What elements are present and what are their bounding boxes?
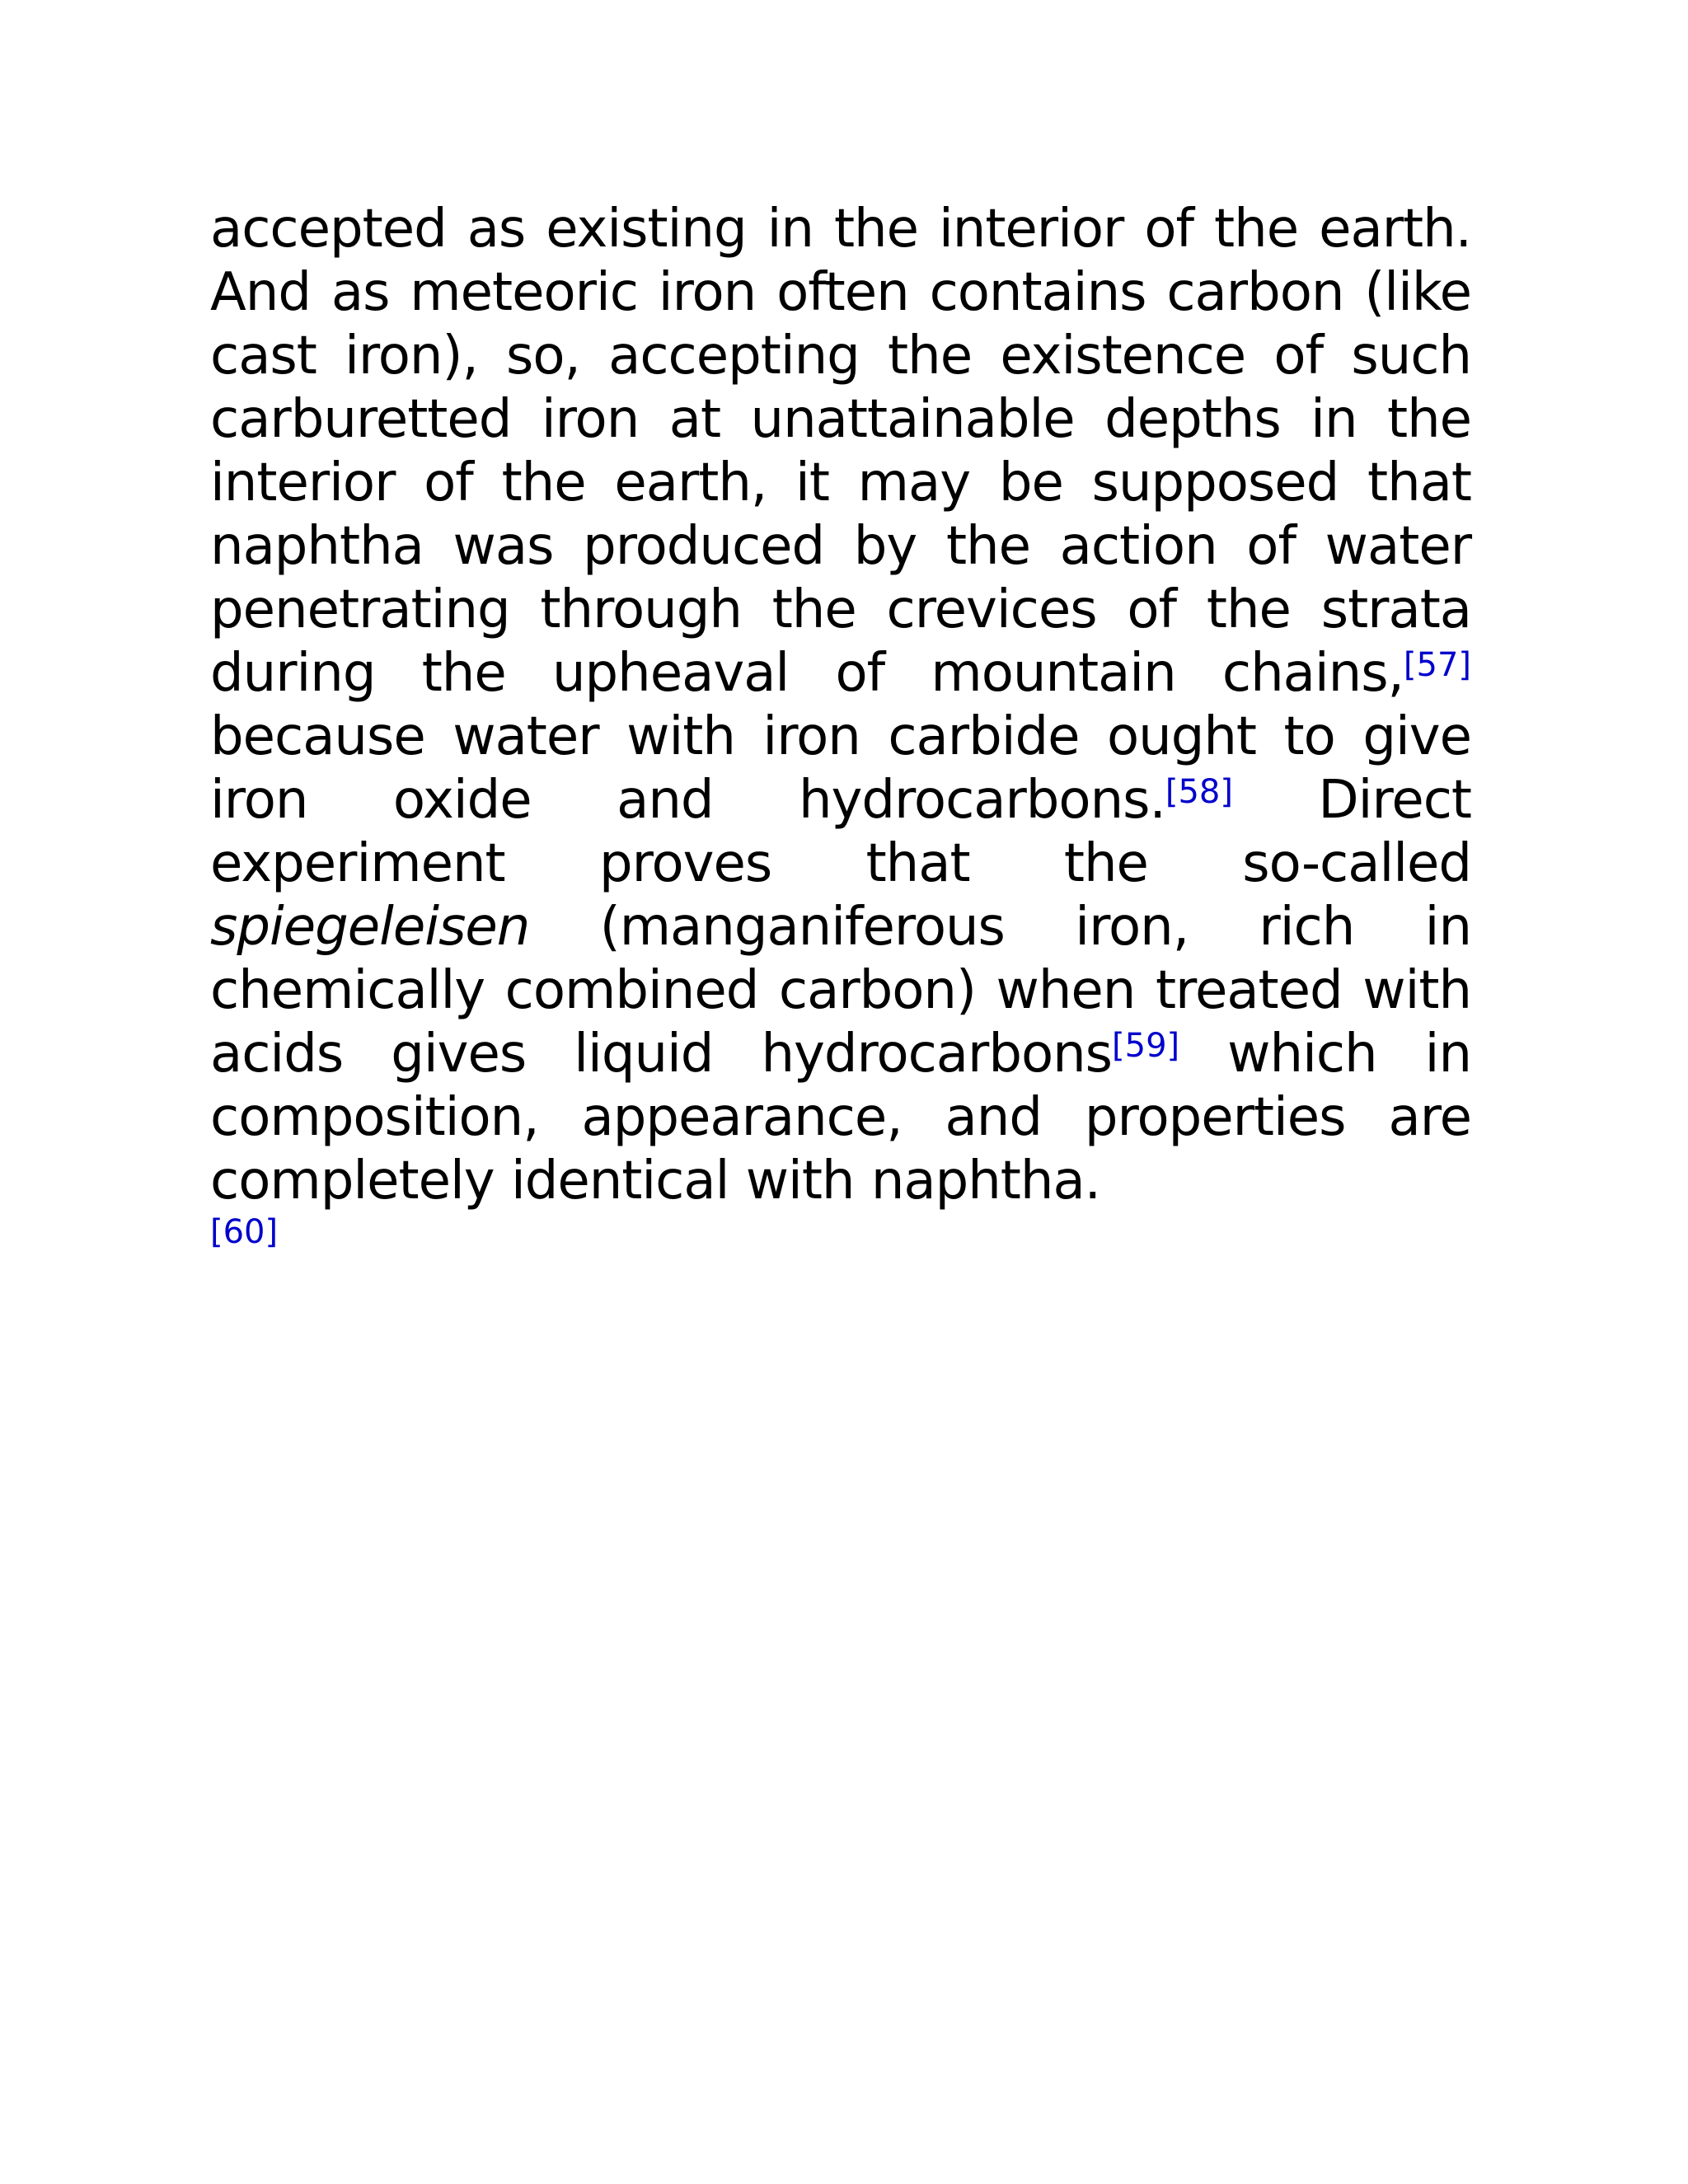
body-paragraph xyxy=(210,198,1471,1213)
footnote-link-58[interactable]: [58] xyxy=(1165,772,1233,811)
footnote-link-60[interactable]: [60] xyxy=(210,1213,279,1251)
footnote-link-57[interactable]: [57] xyxy=(1403,645,1471,684)
text-segment-4: (manganiferous iron, rich in chemically combined carbon) when treated with acids gives liquid hydrocarbons xyxy=(210,897,1471,1085)
text-segment-1: accepted as existing in the interior of the earth. And as meteoric iron often contains carbon (like cast iron), so, accepting the existence of such carburetted iron at unattainable depths in the interior of the earth, it may be supposed that naphtha was produced by the action of water penetrating through the crevices of the strata during the upheaval of mountain chains, xyxy=(210,199,1471,704)
text-segment-3: Direct experiment proves that the so-called xyxy=(210,770,1472,894)
text-segment-2: because water with iron carbide ought to give iron oxide and hydrocarbons. xyxy=(210,706,1471,831)
footnote-link-59[interactable]: [59] xyxy=(1112,1026,1180,1065)
italic-term-spiegeleisen: spiegeleisen xyxy=(210,897,530,958)
text-segment-5: which in composition, appearance, and properties are completely identical with naphtha. xyxy=(210,1024,1472,1212)
document-page xyxy=(210,198,1471,1256)
